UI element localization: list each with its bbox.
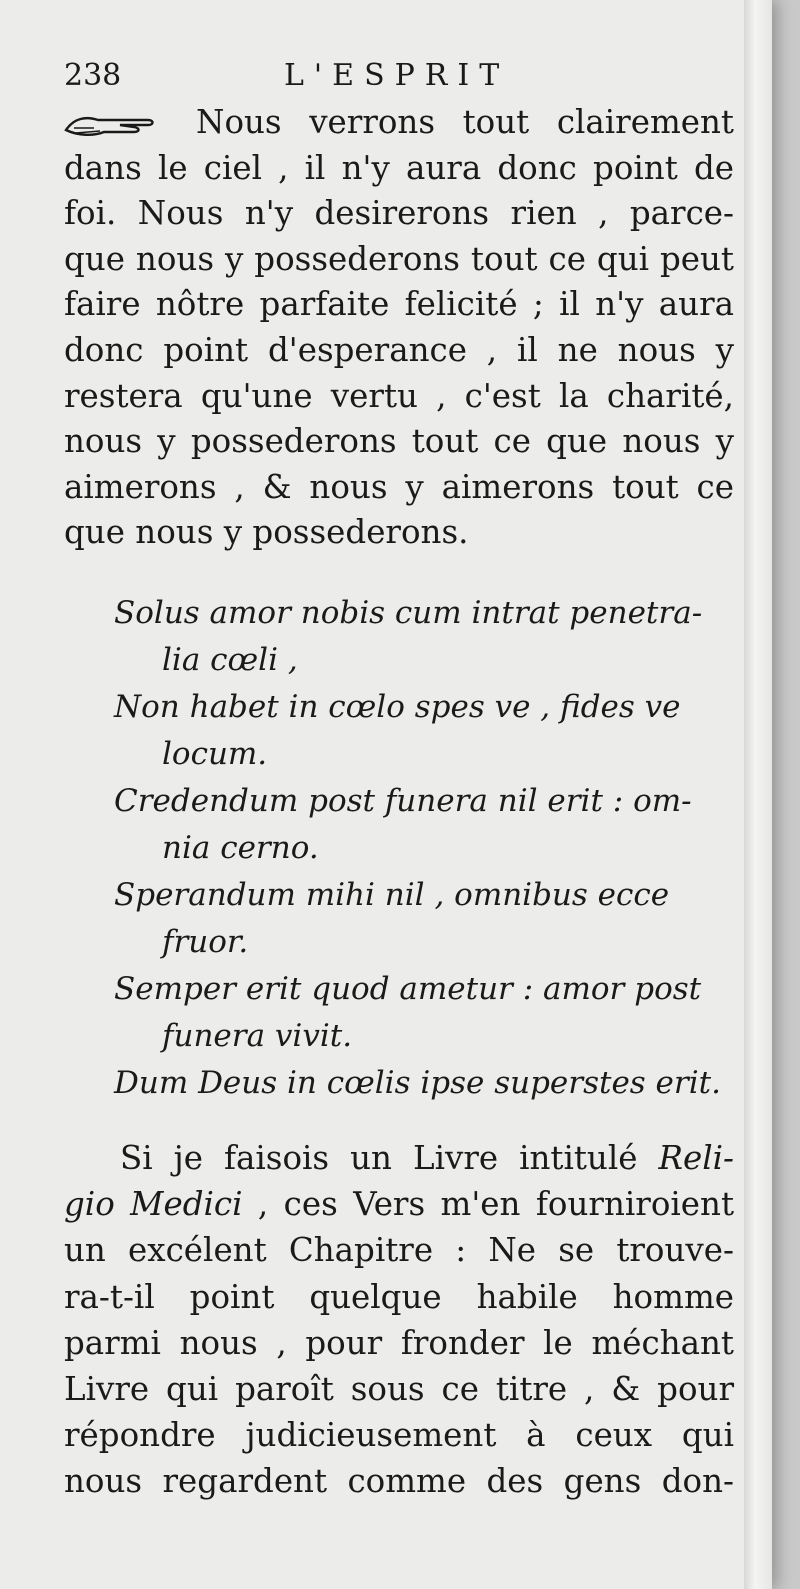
- verse-line: lia cœli ,: [162, 641, 298, 678]
- text-line: Livre qui paroît sous ce titre , & pour: [64, 1369, 734, 1408]
- text-line: que nous y possederons tout ce qui peut: [64, 239, 734, 278]
- latin-verse: [64, 590, 734, 1107]
- verse-line: Semper erit quod ametur : amor post: [114, 970, 702, 1007]
- pointing-hand-icon: [64, 110, 156, 140]
- text-line: nous regardent comme des gens don-: [64, 1462, 734, 1501]
- text-line: gio Medici , ces Vers m'en fourniroient: [64, 1185, 735, 1224]
- text-line: répondre judicieusement à ceux qui: [64, 1416, 734, 1455]
- text-line: que nous y possederons.: [64, 513, 469, 552]
- paragraph-1: [64, 100, 734, 556]
- text-line: donc point d'esperance , il ne nous y: [64, 330, 734, 369]
- text-line: parmi nous , pour fronder le méchant: [64, 1323, 734, 1362]
- text-line: foi. Nous n'y desirerons rien , parce-: [64, 194, 734, 233]
- page-edge: [744, 0, 772, 1589]
- paragraph-2: [64, 1135, 734, 1505]
- text-line: dans le ciel , il n'y aura donc point de: [64, 148, 734, 187]
- verse-line: nia cerno.: [162, 829, 319, 866]
- verse-line: Dum Deus in cœlis ipse superstes erit.: [114, 1064, 721, 1101]
- page-number: 238: [64, 58, 122, 93]
- book-title-italic: gio Medici: [64, 1185, 243, 1224]
- text-line: ra-t-il point quelque habile homme: [64, 1277, 734, 1316]
- verse-line: Credendum post funera nil erit : om-: [114, 782, 692, 819]
- verse-line: locum.: [162, 735, 268, 772]
- text-line: faire nôtre parfaite felicité ; il n'y aura: [64, 285, 734, 324]
- text-line: un excélent Chapitre : Ne se trouve-: [64, 1231, 734, 1270]
- text-line: Nous verrons tout clairement: [64, 100, 734, 146]
- verse-line: funera vivit.: [162, 1017, 353, 1054]
- verse-line: Sperandum mihi nil , omnibus ecce: [114, 876, 670, 913]
- book-title-italic: Reli-: [658, 1138, 734, 1177]
- text-line: aimerons , & nous y aimerons tout ce: [64, 467, 734, 506]
- text-line: Si je faisois un Livre intitulé Reli-: [120, 1138, 734, 1177]
- page-header: [64, 52, 734, 100]
- verse-line: fruor.: [162, 923, 249, 960]
- running-title: L'ESPRIT: [284, 58, 510, 93]
- text-line: nous y possederons tout ce que nous y: [64, 422, 734, 461]
- page-text: [64, 52, 734, 1505]
- verse-line: Solus amor nobis cum intrat penetra-: [114, 594, 703, 631]
- text-line: restera qu'une vertu , c'est la charité,: [64, 376, 734, 415]
- verse-line: Non habet in cœlo spes ve , fides ve: [114, 688, 681, 725]
